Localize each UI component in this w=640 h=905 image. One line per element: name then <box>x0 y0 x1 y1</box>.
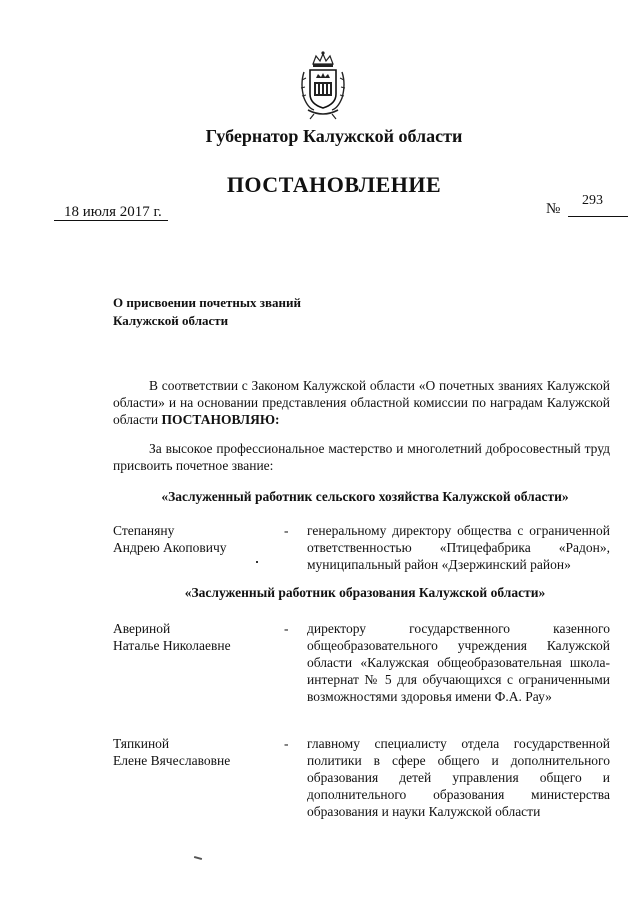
subject-line-2: Калужской области <box>113 313 229 328</box>
award-title-agriculture: «Заслуженный работник сельского хозяйства Калужской области» <box>161 489 569 504</box>
recipient-surname: Авериной <box>113 621 171 636</box>
document-number-block <box>546 193 628 219</box>
intro-text: За высокое профессиональное мастерство и многолетний добросовестный труд присвоить почетное звание: <box>113 441 610 473</box>
intro-paragraph <box>113 440 610 474</box>
document-type-title: ПОСТАНОВЛЕНИЕ <box>226 172 442 197</box>
recipient-name <box>113 620 231 654</box>
preamble-paragraph <box>113 377 610 428</box>
recipient-given-name: Елене Вячеславовне <box>113 753 231 768</box>
number-sign: № <box>546 201 561 217</box>
recipient-given-name: Андрею Акоповичу <box>113 540 227 555</box>
issuing-authority: Губернатор Калужской области <box>205 126 463 146</box>
preamble-text: В соответствии с Законом Калужской области «О почетных званиях Калужской области» и на основании представления областной комиссии по наградам Калужской области <box>113 378 610 427</box>
recipient-given-name: Наталье Николаевне <box>113 638 231 653</box>
subject-line-1: О присвоении почетных званий <box>113 295 302 310</box>
recipient-position: главному специалисту отдела государственной политики в сфере общего и дополнительного образования детей управления общего и дополнительного образования министерства образования и науки Калужской области <box>307 736 610 819</box>
award-title-education: «Заслуженный работник образования Калужской области» <box>184 585 546 600</box>
recipient-name <box>113 522 227 556</box>
document-number: 293 <box>582 193 603 208</box>
recipient-name <box>113 735 230 769</box>
recipient-position: генеральному директору общества с ограниченной ответственностью «Птицефабрика «Радон», муниципальный район «Дзержинский район» <box>307 523 610 572</box>
document-subject <box>113 294 301 330</box>
document-date: 18 июля 2017 г. <box>54 204 168 221</box>
recipient-dash: - <box>284 621 289 636</box>
scan-speck <box>194 856 202 860</box>
coat-of-arms-emblem <box>296 50 350 120</box>
scan-speck <box>256 561 258 563</box>
recipient-surname: Тяпкиной <box>113 736 170 751</box>
decree-word: ПОСТАНОВЛЯЮ: <box>161 412 280 427</box>
recipient-position: директору государственного казенного общеобразовательного учреждения Калужской области «Калужская общеобразовательная школа-интернат № 5 для обучающихся с ограниченными возможностями здоровья имени Ф.А. Рау» <box>307 621 610 704</box>
recipient-dash: - <box>284 736 289 751</box>
recipient-dash: - <box>284 523 289 538</box>
number-underline <box>568 216 628 217</box>
recipient-surname: Степаняну <box>113 523 175 538</box>
